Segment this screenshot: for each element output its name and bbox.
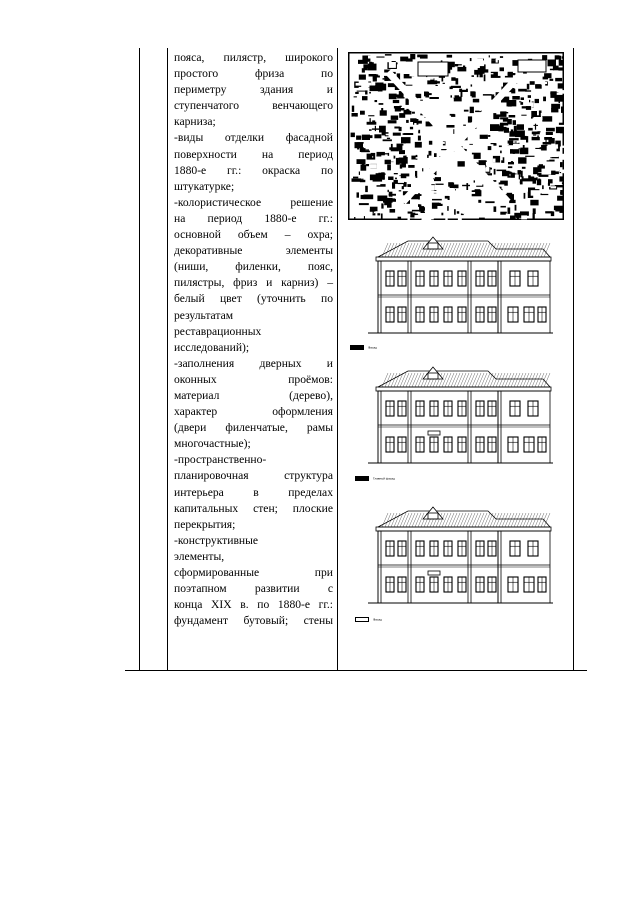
legend-2: Главный фасад [355,476,395,481]
text-line: белый цвет (уточнить по [174,292,333,306]
text-line: перекрытия; [174,517,236,531]
text-line: многочастные); [174,437,251,451]
text-line: поэтапном развитии с [174,582,333,596]
text-line: на период 1880-е гг.: [174,211,333,225]
text-line: конца XIX в. по 1880-е гг.: [174,598,333,612]
facade-elevation-drawing-1 [368,235,553,335]
text-line: основной объем – охра; [174,228,333,242]
text-line: материал (дерево), [174,388,333,402]
text-line: декоративные элементы [174,244,333,258]
text-line: пилястры, фриз и карниз) – [174,276,333,290]
text-line: -виды отделки фасадной [174,131,333,145]
legend-swatch-icon [355,617,369,622]
legend-3: Фасад [355,617,382,622]
description-text [174,50,333,629]
text-line: -колористическое решение [174,195,333,209]
text-line: реставрационных [174,324,262,338]
text-line: оконных проёмов: [174,372,333,386]
table-border-right [573,48,574,670]
text-line: интерьера в пределах [174,485,333,499]
text-line: -пространственно- [174,453,267,467]
text-line: штукатурке; [174,179,235,193]
text-line: 1880-е гг.: окраска по [174,163,333,177]
facade-elevation-drawing-2 [368,365,553,465]
text-line: капитальных стен; плоские [174,501,333,515]
text-line: -заполнения дверных и [174,356,333,370]
text-line: ступенчатого венчающего [174,99,333,113]
text-line: характер оформления [174,405,333,419]
text-line: поверхности на период [174,147,333,161]
text-line: планировочная структура [174,469,333,483]
text-line: простого фриза по [174,67,333,81]
text-line: пояса, пилястр, широкого [174,51,333,64]
legend-swatch-icon [355,476,369,481]
table-border-col1 [167,48,168,670]
text-line: сформированные при [174,566,333,579]
facade-elevation-drawing-3 [368,505,553,605]
text-line: фундамент бутовый; стены [174,614,333,628]
table-border-col2 [337,48,338,670]
legend-swatch-icon [350,345,364,350]
text-line: (ниши, филенки, пояс, [174,260,333,274]
table-border-bottom [125,670,587,671]
text-line: результатам [174,308,234,322]
text-line: -конструктивные [174,533,259,547]
text-line: элементы, [174,549,225,563]
legend-1: Фасад [350,345,377,350]
table-border-left [139,48,140,670]
building-facade-photo [348,52,564,220]
text-line: (двери филенчатые, рамы [174,421,333,435]
text-line: карниза; [174,115,216,129]
text-line: периметру здания и [174,83,333,97]
text-line: исследований); [174,340,250,354]
